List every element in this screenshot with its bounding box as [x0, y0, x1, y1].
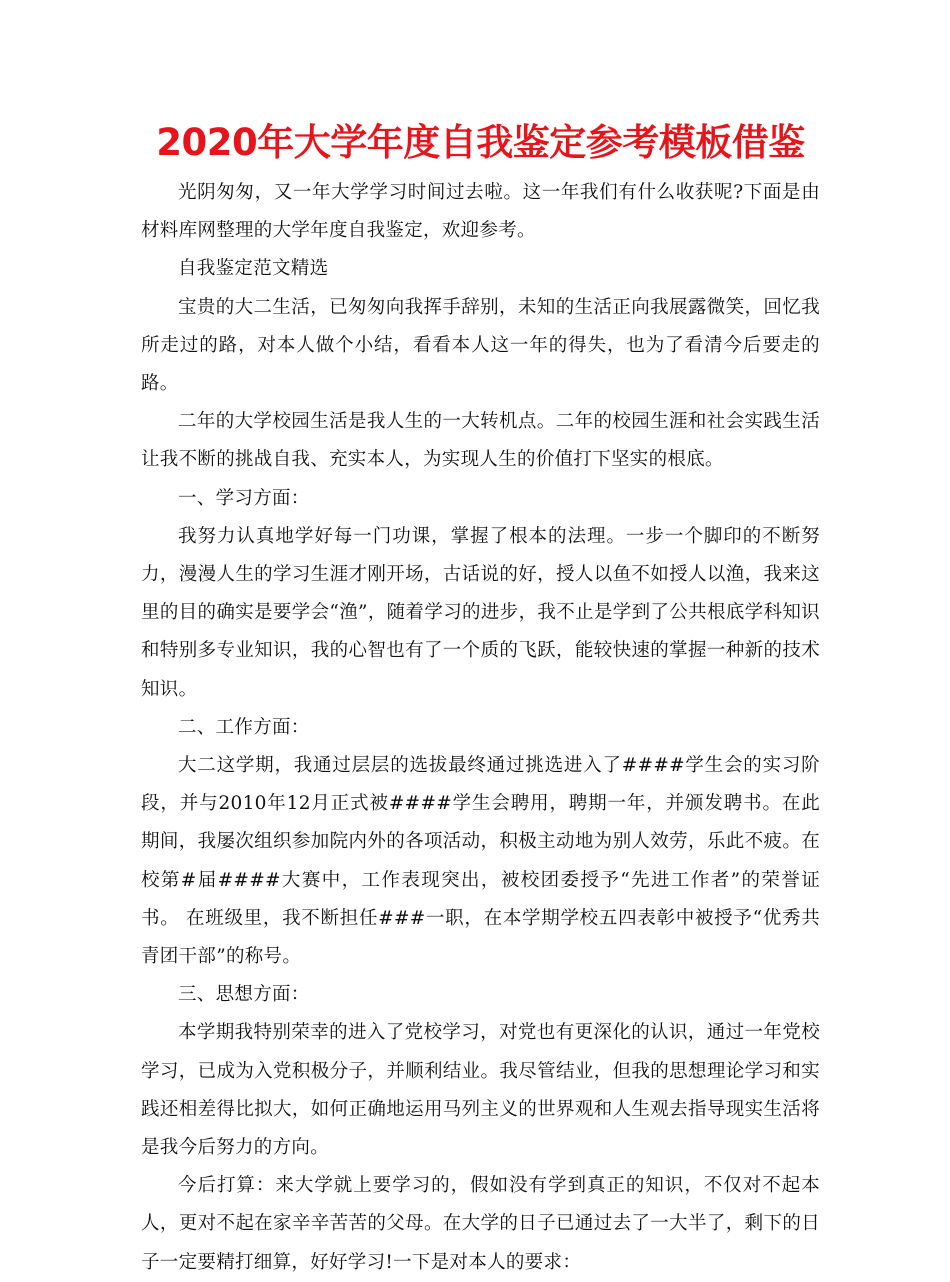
paragraph-study: 我努力认真地学好每一门功课，掌握了根本的法理。一步一个脚印的不断努力，漫漫人生的学习生涯才刚开场，古话说的好，授人以鱼不如授人以渔，我来这里的目的确实是要学会“渔”，随着学习的进步，我不止是学到了公共根底学科知识和特别多专业知识，我的心智也有了一个质的飞跃，能较快速的掌握一种新的技术知识。 [141, 525, 820, 700]
heading-study: 一、学习方面： [178, 487, 310, 509]
heading-work: 二、工作方面： [178, 716, 310, 738]
document-title: 2020年大学年度自我鉴定参考模板借鉴 [156, 121, 805, 164]
document-body [141, 174, 820, 1282]
paragraph-work: 大二这学期，我通过层层的选拔最终通过挑选进入了####学生会的实习阶段，并与2010年12月正式被####学生会聘用，聘期一年，并颁发聘书。在此期间，我屡次组织参加院内外的各项活动，积极主动地为别人效劳，乐此不疲。在校第#届####大赛中，工作表现突出，被校团委授予“先进工作者”的荣誉证书。 在班级里，我不断担任###一职，在本学期学校五四表彰中被授予“优秀共青团干部”的称号。 [141, 755, 820, 968]
paragraph-thought: 本学期我特别荣幸的进入了党校学习，对党也有更深化的认识，通过一年党校学习，已成为入党积极分子，并顺利结业。我尽管结业，但我的思想理论学习和实践还相差得比拟大，如何正确地运用马列主义的世界观和人生观去指导现实生活将是我今后努力的方向。 [141, 1022, 820, 1159]
paragraph-intro: 光阴匆匆，又一年大学学习时间过去啦。这一年我们有什么收获呢?下面是由材料库网整理的大学年度自我鉴定，欢迎参考。 [141, 182, 820, 242]
paragraph-reflection: 宝贵的大二生活，已匆匆向我挥手辞别，未知的生活正向我展露微笑，回忆我所走过的路，对本人做个小结，看看本人这一年的得失，也为了看清今后要走的路。 [141, 296, 820, 395]
heading-thought: 三、思想方面： [178, 984, 310, 1006]
paragraph-campus-life: 二年的大学校园生活是我人生的一大转机点。二年的校园生涯和社会实践生活让我不断的挑战自我、充实本人，为实现人生的价值打下坚实的根底。 [141, 411, 820, 471]
paragraph-section-heading: 自我鉴定范文精选 [178, 258, 329, 280]
paragraph-plan: 今后打算：来大学就上要学习的，假如没有学到真正的知识，不仅对不起本人，更对不起在家辛辛苦苦的父母。在大学的日子已通过去了一大半了，剩下的日子一定要精打细算，好好学习!一下是对本人的要求： [141, 1175, 820, 1273]
